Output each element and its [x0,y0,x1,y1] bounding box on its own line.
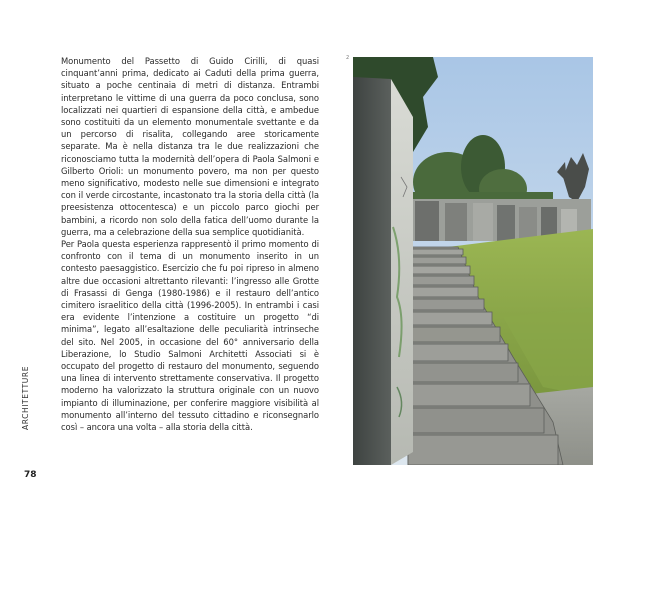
monument-stairway-photo [353,57,593,465]
paragraph-1: Monumento del Passetto di Guido Cirilli, di quasi cinquant’anni prima, dedicato ai Caduti della prima guerra, situato a poche centinaia di metri di distanza. Entrambi interpretano le vittime di una guerra da poco conclusa, sono localizzati nei quartieri di espansione della città, e ambedue sono costituiti da un elemento monumentale svettante e da un percorso di risalita, collegando aree storicamente separate. Ma è nella distanza tra le due realizzazioni che riconosciamo tutta la modernità dell’opera di Paola Salmoni e Gilberto Orioli: un monumento povero, ma non per questo meno significativo, modesto nelle sue dimensioni e integrato con il verde circostante, incastonato tra la storia della città (la preesistenza ottocentesca) e un piccolo parco giochi per bambini, a ricordo non solo della fatica dell’uomo durante la guerra, ma a celebrazione della sua semplice quotidianità. [61,56,319,237]
body-text-column [61,55,319,433]
paragraph-2: Per Paola questa esperienza rappresentò il primo momento di confronto con il tema di un monumento inserito in un contesto paesaggistico. Esercizio che fu poi ripreso in almeno altre due occasioni altrettanto rilevanti: l’ingresso alle Grotte di Frasassi di Genga (1980-1986) e il restauro dell’antico cimitero israelitico della città (1996-2005). In entrambi i casi era evidente l’intenzione a costituire un progetto “di minima”, legato all’esaltazione delle peculiarità intrinseche del sito. Nel 2005, in occasione del 60° anniversario della Liberazione, lo Studio Salmoni Architetti Associati si è occupato del progetto di restauro del monumento, seguendo una linea di intervento strettamente conservativa. Il progetto moderno ha valorizzato la struttura originale con un nuovo impianto di illuminazione, per conferire maggiore visibilità al monumento all’interno del tessuto cittadino e riconsegnarlo così – ancora una volta – alla storia della città. [61,239,319,433]
section-label: ARCHITETTURE [21,365,30,430]
photo-index: 2 [346,55,350,61]
page-number: 78 [24,470,37,480]
photo-illustration [353,57,593,465]
retaining-wall [353,77,413,465]
